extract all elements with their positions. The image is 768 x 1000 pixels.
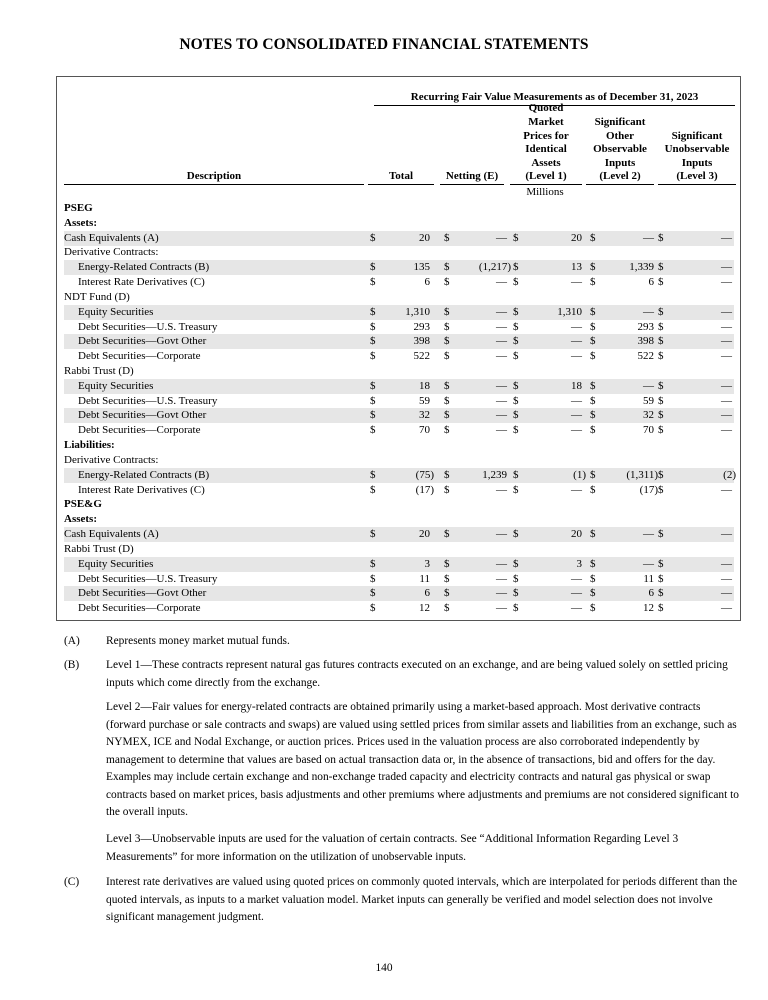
header-netting [440, 170, 504, 185]
dollar-sign: $ [444, 483, 450, 496]
dollar-sign: $ [658, 409, 664, 422]
dollar-sign: $ [658, 320, 664, 333]
dollar-sign: $ [444, 587, 450, 600]
dollar-sign: $ [658, 350, 664, 363]
table-row [64, 379, 734, 394]
dollar-sign: $ [513, 528, 519, 541]
section-row [64, 512, 734, 527]
dollar-sign: $ [370, 350, 376, 363]
cell-total: 32 [419, 409, 430, 422]
table-row [64, 275, 734, 290]
cell-total: 12 [419, 602, 430, 615]
cell-level2: — [643, 557, 654, 570]
cell-level2: — [643, 305, 654, 318]
table-row [64, 260, 734, 275]
dollar-sign: $ [658, 572, 664, 585]
dollar-sign: $ [590, 557, 596, 570]
cell-level2: 6 [648, 587, 654, 600]
cell-level3: (2) [723, 468, 736, 481]
cell-level1: — [571, 572, 582, 585]
dollar-sign: $ [513, 394, 519, 407]
cell-level1: — [571, 409, 582, 422]
cell-netting: — [496, 276, 507, 289]
footnote-paragraph: Interest rate derivatives are valued using quoted prices on commonly quoted intervals, which are interpolated for periods different than the quoted intervals, as inputs to a market valuation model. Market inputs can generally be verified and model selection does not involve significant management judgment. [106, 876, 738, 923]
dollar-sign: $ [658, 528, 664, 541]
cell-level1: — [571, 350, 582, 363]
dollar-sign: $ [590, 468, 596, 481]
cell-total: 6 [424, 587, 430, 600]
header-line: Prices for [523, 129, 569, 142]
section-row [64, 290, 734, 305]
dollar-sign: $ [590, 320, 596, 333]
dollar-sign: $ [513, 261, 519, 274]
table-row [64, 527, 734, 542]
row-label: Energy-Related Contracts (B) [78, 468, 210, 481]
footnote-paragraph: Level 3—Unobservable inputs are used for the valuation of certain contracts. See “Additional Information Regarding Level 3 Measurements” for more information on the utilization of unobservable inputs. [106, 833, 679, 863]
dollar-sign: $ [370, 424, 376, 437]
cell-level2: (17) [639, 483, 658, 496]
dollar-sign: $ [590, 394, 596, 407]
dollar-sign: $ [658, 394, 664, 407]
cell-total: 20 [419, 528, 430, 541]
cell-level2: 11 [643, 572, 654, 585]
header-level3 [658, 130, 736, 185]
row-label: Debt Securities—Corporate [78, 602, 201, 615]
cell-level1: — [571, 602, 582, 615]
dollar-sign: $ [513, 379, 519, 392]
dollar-sign: $ [513, 350, 519, 363]
dollar-sign: $ [444, 305, 450, 318]
row-label: PSEG [64, 202, 93, 214]
cell-level2: — [643, 231, 654, 244]
row-label: Energy-Related Contracts (B) [78, 261, 210, 274]
cell-total: 1,310 [405, 305, 430, 318]
cell-level3: — [721, 483, 732, 496]
table-row [64, 483, 734, 498]
cell-total: 293 [413, 320, 430, 333]
cell-level2: 59 [643, 394, 654, 407]
cell-level3: — [721, 394, 732, 407]
row-label: Debt Securities—Corporate [78, 350, 201, 363]
cell-level1: 13 [571, 261, 582, 274]
cell-netting: — [496, 572, 507, 585]
row-label: Cash Equivalents (A) [64, 231, 159, 244]
header-total [368, 170, 434, 185]
dollar-sign: $ [370, 572, 376, 585]
table-row [64, 231, 734, 246]
cell-level3: — [721, 276, 732, 289]
section-row [64, 245, 734, 260]
cell-total: 3 [424, 557, 430, 570]
dollar-sign: $ [444, 572, 450, 585]
dollar-sign: $ [370, 483, 376, 496]
header-line: (Level 2) [599, 170, 641, 183]
row-label: Equity Securities [78, 379, 154, 392]
cell-total: 522 [413, 350, 430, 363]
dollar-sign: $ [513, 483, 519, 496]
cell-netting: — [496, 528, 507, 541]
cell-total: 20 [419, 231, 430, 244]
cell-level3: — [721, 602, 732, 615]
dollar-sign: $ [444, 276, 450, 289]
table-row [64, 601, 734, 616]
dollar-sign: $ [444, 424, 450, 437]
cell-level2: 12 [643, 602, 654, 615]
dollar-sign: $ [513, 602, 519, 615]
dollar-sign: $ [513, 276, 519, 289]
row-label: Cash Equivalents (A) [64, 528, 159, 541]
cell-netting: — [496, 231, 507, 244]
dollar-sign: $ [513, 468, 519, 481]
row-label: Derivative Contracts: [64, 246, 159, 259]
header-description [64, 170, 364, 185]
dollar-sign: $ [444, 379, 450, 392]
dollar-sign: $ [513, 305, 519, 318]
cell-level2: 32 [643, 409, 654, 422]
header-line: Observable [593, 143, 647, 156]
cell-total: 135 [413, 261, 430, 274]
dollar-sign: $ [658, 424, 664, 437]
section-row [64, 201, 734, 216]
cell-level3: — [721, 350, 732, 363]
footnote-paragraph: Represents money market mutual funds. [106, 635, 290, 647]
dollar-sign: $ [370, 231, 376, 244]
footnote-key: (C) [64, 876, 80, 888]
footnote-paragraph: Level 1—These contracts represent natural gas futures contracts executed on an exchange, and are being valued solely on settled pricing inputs which come directly from the exchange. [106, 659, 728, 689]
cell-level2: 398 [637, 335, 654, 348]
table-row [64, 334, 734, 349]
cell-level3: — [721, 557, 732, 570]
section-row [64, 216, 734, 231]
dollar-sign: $ [370, 587, 376, 600]
row-label: Assets: [64, 216, 97, 229]
cell-total: 70 [419, 424, 430, 437]
dollar-sign: $ [590, 350, 596, 363]
row-label: Equity Securities [78, 557, 154, 570]
dollar-sign: $ [444, 350, 450, 363]
cell-total: 6 [424, 276, 430, 289]
dollar-sign: $ [590, 379, 596, 392]
dollar-sign: $ [590, 483, 596, 496]
table-row [64, 320, 734, 335]
cell-total: (17) [415, 483, 434, 496]
dollar-sign: $ [658, 305, 664, 318]
units-label: Millions [526, 186, 564, 198]
row-label: Debt Securities—Corporate [78, 424, 201, 437]
cell-level3: — [721, 379, 732, 392]
dollar-sign: $ [370, 305, 376, 318]
section-row [64, 497, 734, 512]
dollar-sign: $ [658, 587, 664, 600]
cell-level1: — [571, 335, 582, 348]
dollar-sign: $ [590, 572, 596, 585]
dollar-sign: $ [444, 394, 450, 407]
section-row [64, 364, 734, 379]
header-line: (Level 3) [676, 170, 718, 183]
header-line: Inputs [604, 156, 636, 169]
dollar-sign: $ [444, 320, 450, 333]
cell-netting: — [496, 320, 507, 333]
cell-netting: — [496, 424, 507, 437]
row-label: Debt Securities—U.S. Treasury [78, 320, 218, 333]
cell-level1: — [571, 587, 582, 600]
dollar-sign: $ [590, 276, 596, 289]
dollar-sign: $ [370, 409, 376, 422]
dollar-sign: $ [590, 602, 596, 615]
dollar-sign: $ [658, 231, 664, 244]
dollar-sign: $ [658, 335, 664, 348]
dollar-sign: $ [444, 231, 450, 244]
cell-total: 398 [413, 335, 430, 348]
cell-level3: — [721, 261, 732, 274]
table-row [64, 408, 734, 423]
cell-level1: — [571, 394, 582, 407]
dollar-sign: $ [513, 572, 519, 585]
footnote-key: (B) [64, 659, 80, 671]
dollar-sign: $ [444, 261, 450, 274]
cell-netting: — [496, 409, 507, 422]
table-row [64, 557, 734, 572]
table-row [64, 586, 734, 601]
table-row [64, 305, 734, 320]
table-row [64, 423, 734, 438]
row-label: Derivative Contracts: [64, 453, 159, 466]
cell-netting: — [496, 557, 507, 570]
dollar-sign: $ [658, 379, 664, 392]
cell-level1: — [571, 424, 582, 437]
dollar-sign: $ [590, 409, 596, 422]
header-line: Description [186, 170, 242, 183]
dollar-sign: $ [513, 335, 519, 348]
dollar-sign: $ [513, 231, 519, 244]
dollar-sign: $ [370, 602, 376, 615]
dollar-sign: $ [370, 379, 376, 392]
cell-level3: — [721, 587, 732, 600]
cell-total: 59 [419, 394, 430, 407]
row-label: Debt Securities—Govt Other [78, 409, 207, 422]
dollar-sign: $ [590, 424, 596, 437]
footnote-key: (A) [64, 635, 80, 647]
cell-level1: 20 [571, 528, 582, 541]
cell-level3: — [721, 528, 732, 541]
cell-level1: 18 [571, 379, 582, 392]
dollar-sign: $ [444, 557, 450, 570]
row-label: Debt Securities—Govt Other [78, 587, 207, 600]
cell-level1: 1,310 [557, 305, 582, 318]
dollar-sign: $ [370, 557, 376, 570]
cell-level3: — [721, 424, 732, 437]
dollar-sign: $ [444, 468, 450, 481]
cell-total: 11 [419, 572, 430, 585]
dollar-sign: $ [658, 261, 664, 274]
row-label: Interest Rate Derivatives (C) [78, 276, 205, 289]
page-number: 140 [375, 962, 393, 974]
dollar-sign: $ [444, 528, 450, 541]
header-line: Identical [525, 143, 567, 156]
dollar-sign: $ [590, 528, 596, 541]
dollar-sign: $ [658, 276, 664, 289]
cell-level2: 6 [648, 276, 654, 289]
cell-level1: 20 [571, 231, 582, 244]
header-line: Significant [671, 129, 723, 142]
header-line: Other [605, 129, 635, 142]
dollar-sign: $ [590, 587, 596, 600]
cell-netting: — [496, 379, 507, 392]
row-label: Debt Securities—U.S. Treasury [78, 572, 218, 585]
cell-level2: — [643, 528, 654, 541]
dollar-sign: $ [513, 424, 519, 437]
dollar-sign: $ [590, 335, 596, 348]
cell-level1: (1) [573, 468, 586, 481]
header-line: (Level 1) [525, 170, 567, 183]
row-label: Equity Securities [78, 305, 154, 318]
row-label: Debt Securities—U.S. Treasury [78, 394, 218, 407]
table-row [64, 394, 734, 409]
cell-level2: 1,339 [629, 261, 654, 274]
dollar-sign: $ [370, 394, 376, 407]
row-label: Assets: [64, 513, 97, 526]
dollar-sign: $ [513, 409, 519, 422]
row-label: Liabilities: [64, 439, 115, 452]
dollar-sign: $ [370, 320, 376, 333]
cell-netting: — [496, 483, 507, 496]
dollar-sign: $ [370, 261, 376, 274]
cell-level3: — [721, 409, 732, 422]
table-row [64, 572, 734, 587]
dollar-sign: $ [658, 557, 664, 570]
cell-level1: — [571, 320, 582, 333]
dollar-sign: $ [370, 276, 376, 289]
header-line: Significant [594, 116, 646, 128]
dollar-sign: $ [370, 528, 376, 541]
cell-total: 18 [419, 379, 430, 392]
row-label: PSE&G [64, 498, 102, 511]
dollar-sign: $ [370, 468, 376, 481]
cell-level2: (1,311) [626, 468, 658, 481]
dollar-sign: $ [444, 602, 450, 615]
cell-level2: 293 [637, 320, 654, 333]
cell-total: (75) [415, 468, 434, 481]
row-label: Rabbi Trust (D) [64, 365, 134, 378]
dollar-sign: $ [513, 557, 519, 570]
cell-netting: — [496, 587, 507, 600]
page-title: NOTES TO CONSOLIDATED FINANCIAL STATEMENTS [179, 36, 589, 53]
header-line: Inputs [681, 156, 713, 169]
dollar-sign: $ [658, 483, 664, 496]
cell-netting: 1,239 [482, 468, 507, 481]
cell-netting: — [496, 394, 507, 407]
table-caption: Recurring Fair Value Measurements as of December 31, 2023 [374, 91, 735, 106]
cell-netting: — [496, 602, 507, 615]
dollar-sign: $ [590, 231, 596, 244]
footnote-paragraph: Level 2—Fair values for energy-related contracts are obtained primarily using a market-based approach. Most derivative contracts (forward purchase or sale contracts and swaps) are valued using settled prices from similar assets and liabilities from an exchange, such as NYMEX, ICE and Nodal Exchange, or auction prices. Prices used in the valuation process are also corroborated independently by management to determine that values are based on actual transaction data or, in the absence of transactions, bid and offers for the day. Examples may include certain exchange and non-exchange traded capacity and electricity contracts and natural gas physical or swap contracts based on market prices, basis adjustments and other premiums where adjustments and premiums are not considered significant to the overall inputs. [106, 701, 739, 818]
cell-level3: — [721, 231, 732, 244]
cell-level3: — [721, 572, 732, 585]
dollar-sign: $ [590, 261, 596, 274]
cell-level3: — [721, 335, 732, 348]
header-line: Quoted [528, 102, 564, 115]
row-label: Interest Rate Derivatives (C) [78, 483, 205, 496]
dollar-sign: $ [513, 587, 519, 600]
cell-level2: 522 [637, 350, 654, 363]
dollar-sign: $ [590, 305, 596, 318]
cell-netting: — [496, 335, 507, 348]
cell-netting: — [496, 305, 507, 318]
cell-netting: (1,217) [478, 261, 511, 274]
header-line: Market [528, 115, 564, 128]
cell-level2: 70 [643, 424, 654, 437]
table-row [64, 349, 734, 364]
dollar-sign: $ [658, 602, 664, 615]
cell-level1: — [571, 276, 582, 289]
cell-level1: 3 [576, 557, 582, 570]
cell-level2: — [643, 379, 654, 392]
section-row [64, 542, 734, 557]
header-line: Unobservable [664, 143, 730, 156]
dollar-sign: $ [658, 468, 664, 481]
dollar-sign: $ [370, 335, 376, 348]
cell-level3: — [721, 305, 732, 318]
header-line: Total [388, 170, 414, 183]
header-level1 [510, 102, 582, 185]
dollar-sign: $ [444, 335, 450, 348]
table-row [64, 468, 734, 483]
row-label: Debt Securities—Govt Other [78, 335, 207, 348]
row-label: Rabbi Trust (D) [64, 542, 134, 555]
cell-level1: — [571, 483, 582, 496]
cell-netting: — [496, 350, 507, 363]
header-level2 [586, 116, 654, 185]
header-line: Assets [531, 156, 561, 169]
dollar-sign: $ [513, 320, 519, 333]
row-label: NDT Fund (D) [64, 290, 130, 303]
header-line: Netting (E) [445, 170, 499, 183]
section-row [64, 453, 734, 468]
section-row [64, 438, 734, 453]
cell-level3: — [721, 320, 732, 333]
dollar-sign: $ [444, 409, 450, 422]
